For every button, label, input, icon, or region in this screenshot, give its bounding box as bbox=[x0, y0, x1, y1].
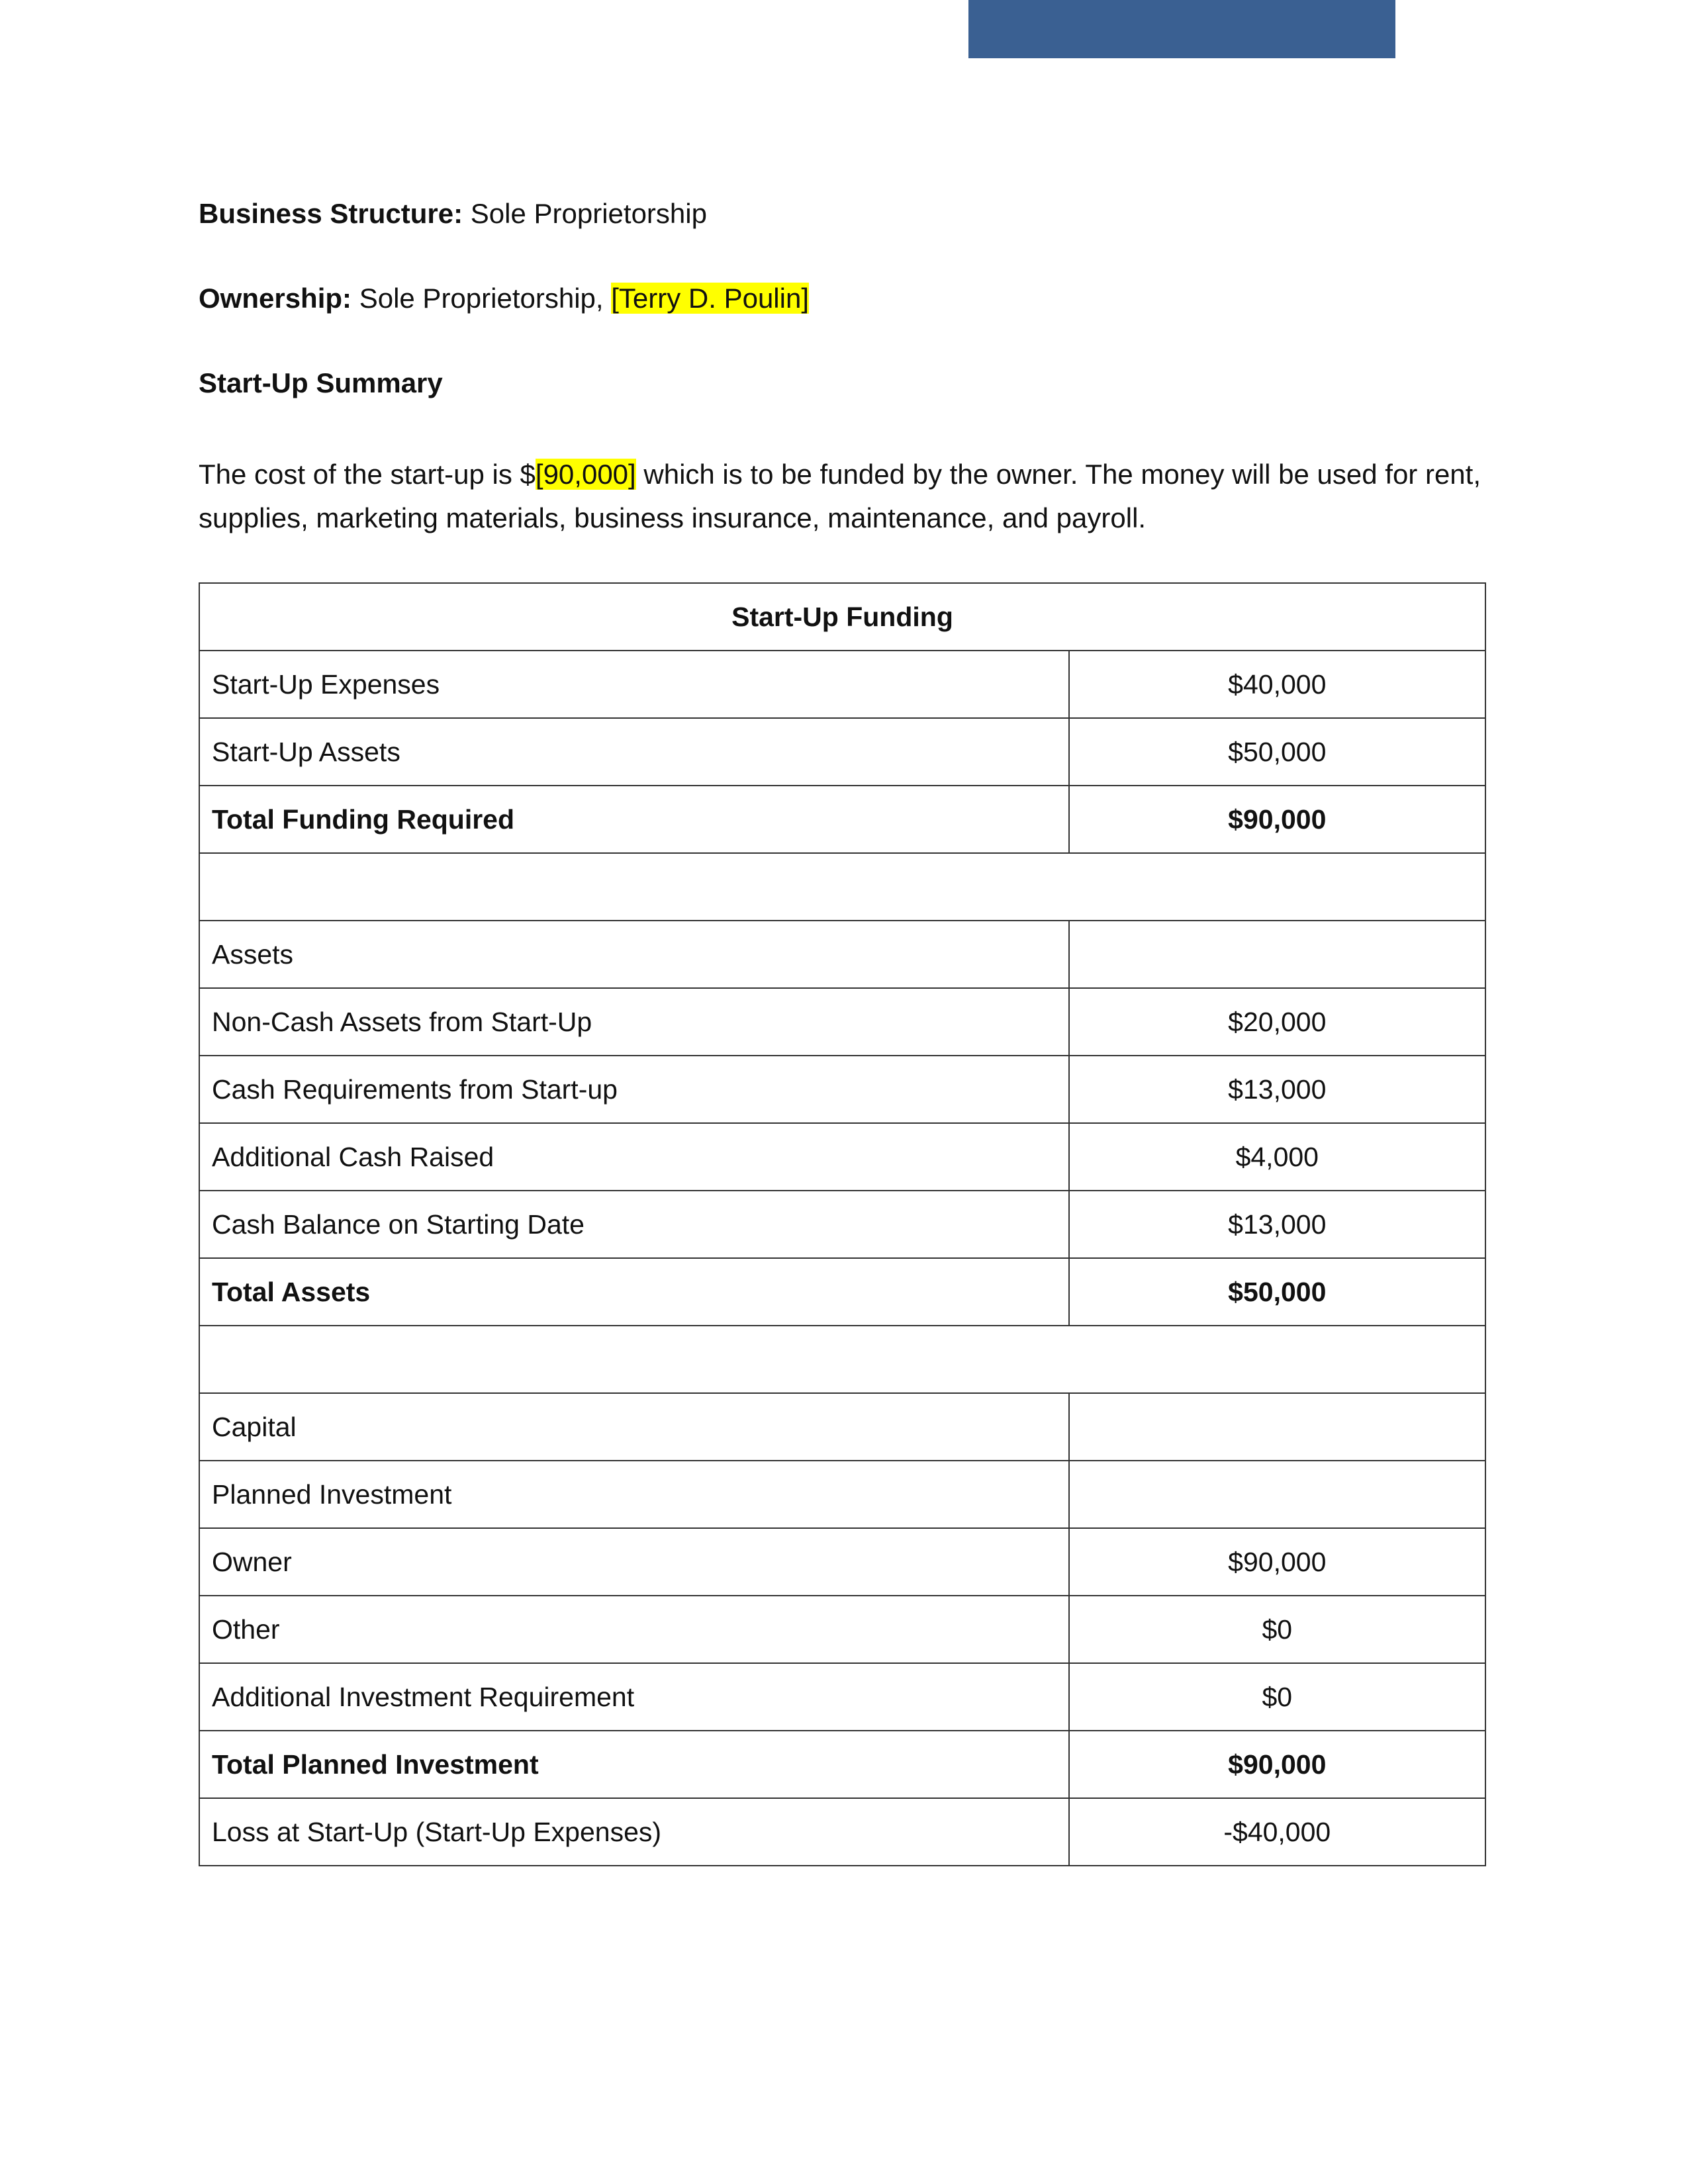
ownership-label: Ownership: bbox=[199, 283, 352, 314]
table-row bbox=[199, 718, 1485, 786]
row-label: Owner bbox=[199, 1528, 1069, 1596]
row-value: $13,000 bbox=[1069, 1191, 1485, 1258]
row-value: $90,000 bbox=[1069, 1731, 1485, 1798]
ownership-value: Sole Proprietorship, bbox=[359, 283, 604, 314]
business-structure-value: Sole Proprietorship bbox=[470, 198, 707, 229]
summary-amount-highlight: [90,000] bbox=[535, 459, 636, 490]
start-up-summary-paragraph bbox=[199, 453, 1496, 540]
ownership-line bbox=[199, 282, 809, 315]
row-label: Planned Investment bbox=[199, 1461, 1069, 1528]
spacer-cell bbox=[199, 1326, 1485, 1393]
table-row bbox=[199, 1393, 1485, 1461]
summary-text-before: The cost of the start-up is $ bbox=[199, 459, 536, 490]
table-row bbox=[199, 921, 1485, 988]
row-value: $13,000 bbox=[1069, 1056, 1485, 1123]
spacer-cell bbox=[199, 853, 1485, 921]
row-value: $50,000 bbox=[1069, 718, 1485, 786]
row-value: $4,000 bbox=[1069, 1123, 1485, 1191]
table-row-total-assets bbox=[199, 1258, 1485, 1326]
row-label: Cash Balance on Starting Date bbox=[199, 1191, 1069, 1258]
row-value bbox=[1069, 1393, 1485, 1461]
table-row bbox=[199, 1596, 1485, 1663]
row-value bbox=[1069, 921, 1485, 988]
summary-text-after: which is to be funded by the owner. The money will be used for rent, supplies, marketing materials, business insurance, maintenance, and payroll. bbox=[199, 459, 1481, 533]
table-row-total-funding bbox=[199, 786, 1485, 853]
row-label: Loss at Start-Up (Start-Up Expenses) bbox=[199, 1798, 1069, 1866]
row-value: -$40,000 bbox=[1069, 1798, 1485, 1866]
table-row bbox=[199, 1461, 1485, 1528]
table-row bbox=[199, 1056, 1485, 1123]
row-label: Capital bbox=[199, 1393, 1069, 1461]
row-value bbox=[1069, 1461, 1485, 1528]
table-row-total-planned-investment bbox=[199, 1731, 1485, 1798]
row-value: $90,000 bbox=[1069, 1528, 1485, 1596]
row-value: $20,000 bbox=[1069, 988, 1485, 1056]
table-row bbox=[199, 988, 1485, 1056]
table-row bbox=[199, 1663, 1485, 1731]
business-structure-line bbox=[199, 197, 707, 230]
row-label: Other bbox=[199, 1596, 1069, 1663]
header-color-bar bbox=[968, 0, 1395, 58]
row-label: Additional Investment Requirement bbox=[199, 1663, 1069, 1731]
table-row bbox=[199, 1123, 1485, 1191]
row-value: $90,000 bbox=[1069, 786, 1485, 853]
business-structure-label: Business Structure: bbox=[199, 198, 463, 229]
start-up-summary-heading: Start-Up Summary bbox=[199, 367, 443, 398]
row-label: Total Assets bbox=[199, 1258, 1069, 1326]
table-row bbox=[199, 1528, 1485, 1596]
row-value: $40,000 bbox=[1069, 651, 1485, 718]
row-label: Assets bbox=[199, 921, 1069, 988]
table-row bbox=[199, 1191, 1485, 1258]
table-spacer-row bbox=[199, 1326, 1485, 1393]
row-value: $0 bbox=[1069, 1663, 1485, 1731]
table-row bbox=[199, 1798, 1485, 1866]
row-label: Cash Requirements from Start-up bbox=[199, 1056, 1069, 1123]
start-up-funding-table bbox=[199, 582, 1486, 1866]
row-label: Start-Up Assets bbox=[199, 718, 1069, 786]
row-value: $0 bbox=[1069, 1596, 1485, 1663]
table-spacer-row bbox=[199, 853, 1485, 921]
row-label: Non-Cash Assets from Start-Up bbox=[199, 988, 1069, 1056]
row-label: Total Funding Required bbox=[199, 786, 1069, 853]
table-title: Start-Up Funding bbox=[199, 583, 1485, 651]
row-label: Additional Cash Raised bbox=[199, 1123, 1069, 1191]
table-row bbox=[199, 651, 1485, 718]
row-value: $50,000 bbox=[1069, 1258, 1485, 1326]
table-title-row bbox=[199, 583, 1485, 651]
row-label: Start-Up Expenses bbox=[199, 651, 1069, 718]
row-label: Total Planned Investment bbox=[199, 1731, 1069, 1798]
owner-name-highlight: [Terry D. Poulin] bbox=[611, 283, 809, 314]
